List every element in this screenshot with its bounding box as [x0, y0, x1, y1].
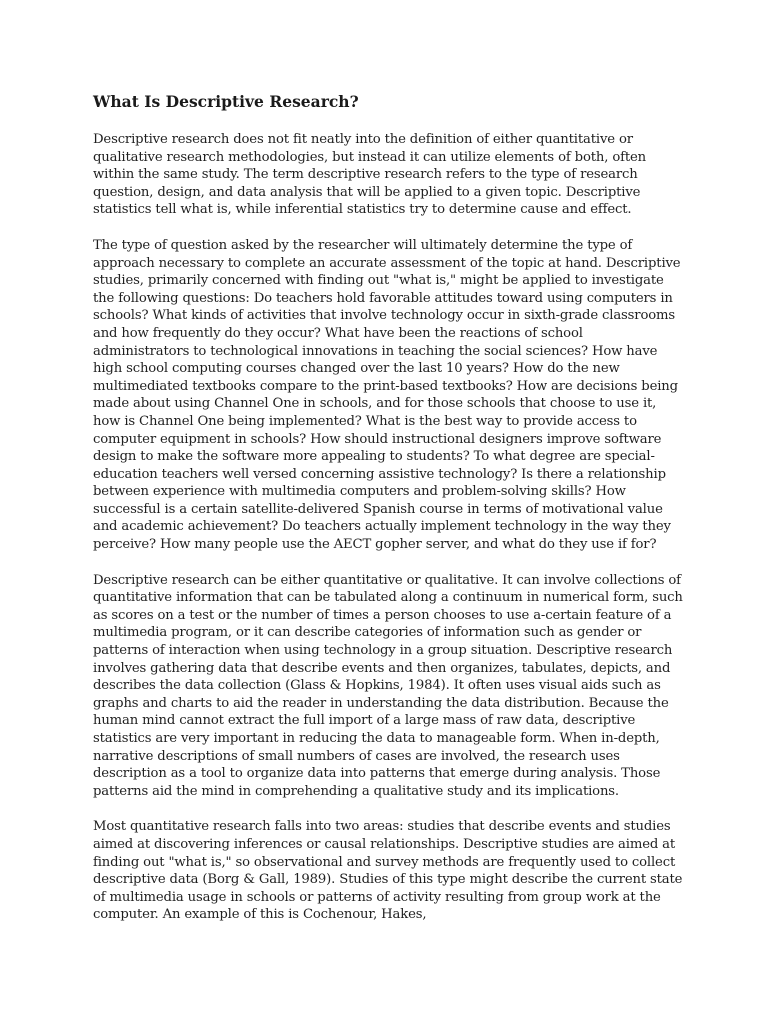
page-title: What Is Descriptive Research?	[93, 92, 359, 111]
paragraph-questions: The type of question asked by the researcher will ultimately determine the type of approach necessary to complete an accurate assessment of the topic at hand. Descriptive studies, primarily concerned with finding out "what is," might be applied to investigate the following questions: Do teachers hold favorable attitudes toward using computers in schools? What kinds of activities that involve technology occur in sixth-grade classrooms and how frequently do they occur? What have been the reactions of school administrators to technological innovations in teaching the social sciences? How have high school computing courses changed over the last 10 years? How do the new multimediated textbooks compare to the print-based textbooks? How are decisions being made about using Channel One in schools, and for those schools that choose to use it, how is Channel One being implemented? What is the best way to provide access to computer equipment in schools? How should instructional designers improve software design to make the software more appealing to students? To what degree are special-education teachers well versed concerning assistive technology? Is there a relationship between experience with multimedia computers and problem-solving skills? How successful is a certain satellite-delivered Spanish course in terms of motivational value and academic achievement? Do teachers actually implement technology in the way they perceive? How many people use the AECT gopher server, and what do they use if for?	[93, 237, 681, 553]
document-page	[93, 92, 683, 942]
paragraph-areas: Most quantitative research falls into two areas: studies that describe events and studies aimed at discovering inferences or causal relationships. Descriptive studies are aimed at finding out "what is," so observational and survey methods are frequently used to collect descriptive data (Borg & Gall, 1989). Studies of this type might describe the current state of multimedia usage in schools or patterns of activity resulting from group work at the computer. An example of this is Cochenour, Hakes,	[93, 819, 683, 923]
paragraph-quant-qual: Descriptive research can be either quantitative or qualitative. It can involve collections of quantitative information that can be tabulated along a continuum in numerical form, such as scores on a test or the number of times a person chooses to use a-certain feature of a multimedia program, or it can describe categories of information such as gender or patterns of interaction when using technology in a group situation. Descriptive research involves gathering data that describe events and then organizes, tabulates, depicts, and describes the data collection (Glass & Hopkins, 1984). It often uses visual aids such as graphs and charts to aid the reader in understanding the data distribution. Because the human mind cannot extract the full import of a large mass of raw data, descriptive statistics are very important in reducing the data to manageable form. When in-depth, narrative descriptions of small numbers of cases are involved, the research uses description as a tool to organize data into patterns that emerge during analysis. Those patterns aid the mind in comprehending a qualitative study and its implications.	[93, 572, 683, 799]
paragraph-intro: Descriptive research does not fit neatly into the definition of either quantitative or qualitative research methodologies, but instead it can utilize elements of both, often within the same study. The term descriptive research refers to the type of research question, design, and data analysis that will be applied to a given topic. Descriptive statistics tell what is, while inferential statistics try to determine cause and effect.	[93, 132, 646, 218]
